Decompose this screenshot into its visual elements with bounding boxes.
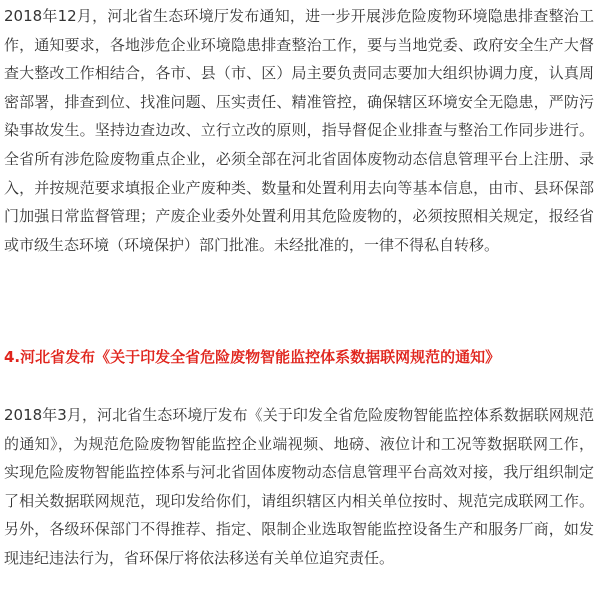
section-heading-monitoring-network-spec: 4.河北省发布《关于印发全省危险废物智能监控体系数据联网规范的通知》	[4, 348, 501, 366]
article-paragraph-hazardous-waste-inspection: 2018年12月，河北省生态环境厅发布通知，进一步开展涉危险废物环境隐患排查整治工作，通知要求，各地涉危企业环境隐患排查整治工作，要与当地党委、政府安全生产大督查大整改工作相结合，各市、县（市、区）局主要负责同志要加大组织协调力度，认真周密部署，排查到位、找准问题、压实责任、精准管控，确保辖区环境安全无隐患，严防污染事故发生。坚持边查边改、立行立改的原则，指导督促企业排查与整治工作同步进行。全省所有涉危险废物重点企业，必须全部在河北省固体废物动态信息管理平台上注册、录入，并按规范要求填报企业产废种类、数量和处置利用去向等基本信息，由市、县环保部门加强日常监督管理；产废企业委外处置利用其危险废物的，必须按照相关规定，报经省或市级生态环境（环境保护）部门批准。未经批准的，一律不得私自转移。	[4, 7, 594, 254]
article-paragraph-monitoring-network-notice: 2018年3月，河北省生态环境厅发布《关于印发全省危险废物智能监控体系数据联网规范的通知》，为规范危险废物智能监控企业端视频、地磅、液位计和工况等数据联网工作，实现危险废物智能监控体系与河北省固体废物动态信息管理平台高效对接，我厅组织制定了相关数据联网规范，现印发给你们，请组织辖区内相关单位按时、规范完成联网工作。另外，各级环保部门不得推荐、指定、限制企业选取智能监控设备生产和服务厂商，如发现违纪违法行为，省环保厅将依法移送有关单位追究责任。	[4, 406, 594, 567]
